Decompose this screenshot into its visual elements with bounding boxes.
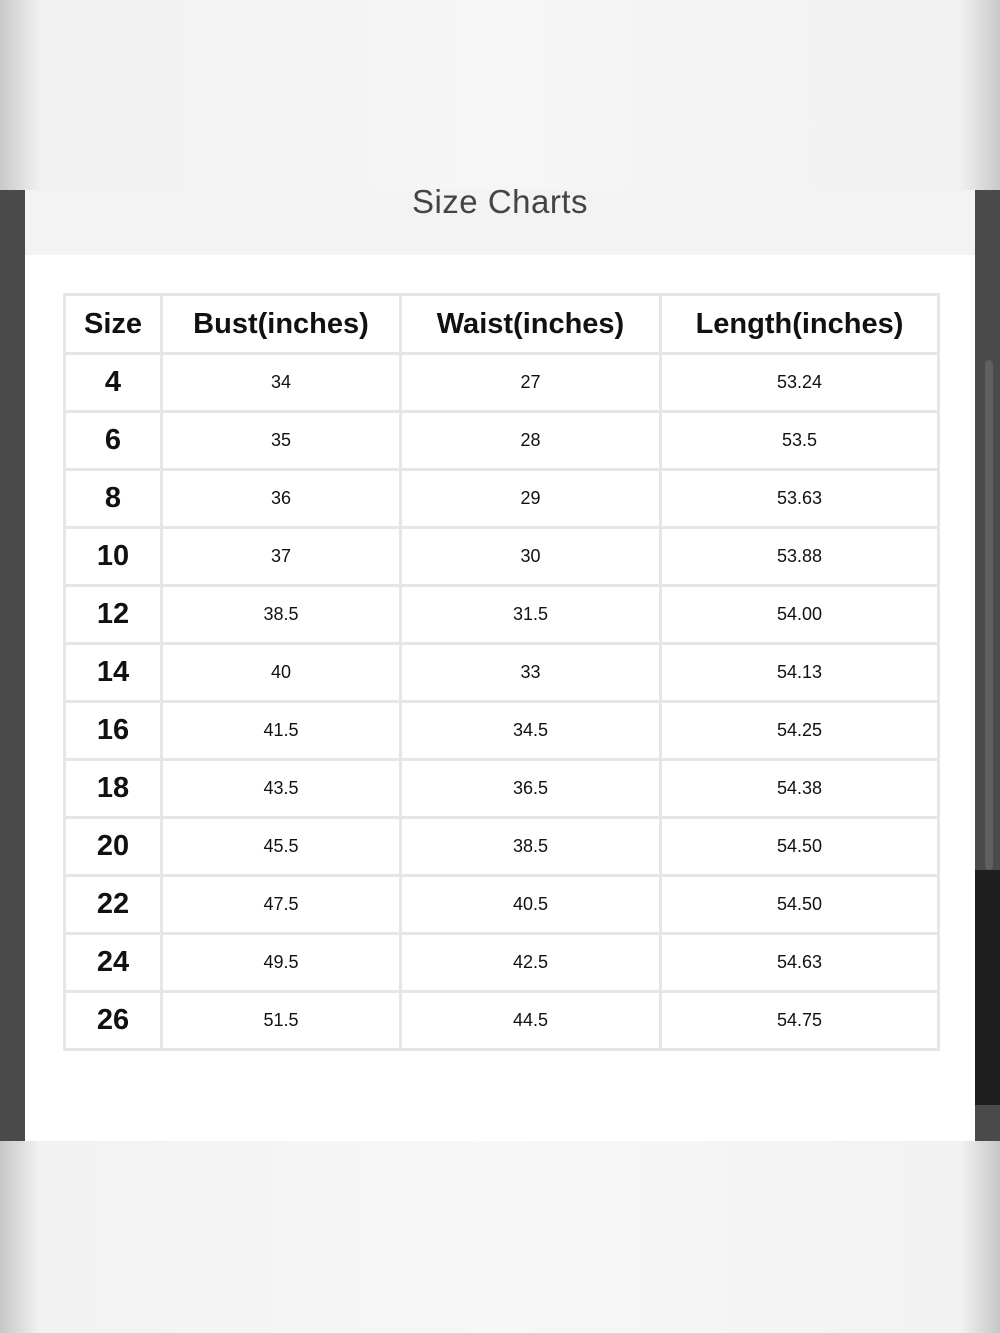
length-cell: 54.13 — [661, 644, 939, 702]
waist-cell: 30 — [401, 528, 661, 586]
waist-cell: 29 — [401, 470, 661, 528]
size-cell: 26 — [65, 992, 162, 1050]
length-cell: 54.25 — [661, 702, 939, 760]
bust-cell: 49.5 — [162, 934, 401, 992]
size-cell: 4 — [65, 354, 162, 412]
bust-cell: 36 — [162, 470, 401, 528]
size-chart-modal — [25, 183, 975, 1141]
bust-cell: 38.5 — [162, 586, 401, 644]
waist-cell: 44.5 — [401, 992, 661, 1050]
bust-cell: 47.5 — [162, 876, 401, 934]
bust-cell: 35 — [162, 412, 401, 470]
waist-cell: 42.5 — [401, 934, 661, 992]
table-row — [65, 992, 939, 1050]
waist-cell: 31.5 — [401, 586, 661, 644]
header-waist: Waist(inches) — [401, 295, 661, 354]
length-cell: 53.5 — [661, 412, 939, 470]
length-cell: 54.50 — [661, 818, 939, 876]
table-row — [65, 934, 939, 992]
length-cell: 54.38 — [661, 760, 939, 818]
size-cell: 16 — [65, 702, 162, 760]
bust-cell: 40 — [162, 644, 401, 702]
waist-cell: 38.5 — [401, 818, 661, 876]
scrollbar-thumb[interactable] — [985, 360, 993, 870]
scrollbar-track[interactable] — [975, 870, 1000, 1105]
length-cell: 53.63 — [661, 470, 939, 528]
size-cell: 8 — [65, 470, 162, 528]
bust-cell: 37 — [162, 528, 401, 586]
waist-cell: 27 — [401, 354, 661, 412]
page-background-bottom — [0, 1141, 1000, 1333]
modal-title: Size Charts — [411, 183, 589, 220]
size-cell: 10 — [65, 528, 162, 586]
waist-cell: 36.5 — [401, 760, 661, 818]
table-row — [65, 412, 939, 470]
table-row — [65, 354, 939, 412]
header-size: Size — [65, 295, 162, 354]
size-cell: 12 — [65, 586, 162, 644]
length-cell: 54.50 — [661, 876, 939, 934]
bust-cell: 41.5 — [162, 702, 401, 760]
size-chart-table — [63, 293, 940, 1051]
bust-cell: 51.5 — [162, 992, 401, 1050]
table-header-row — [65, 295, 939, 354]
table-row — [65, 818, 939, 876]
size-cell: 6 — [65, 412, 162, 470]
waist-cell: 28 — [401, 412, 661, 470]
size-cell: 22 — [65, 876, 162, 934]
table-row — [65, 876, 939, 934]
waist-cell: 34.5 — [401, 702, 661, 760]
modal-header — [25, 183, 975, 255]
table-row — [65, 760, 939, 818]
waist-cell: 33 — [401, 644, 661, 702]
header-bust: Bust(inches) — [162, 295, 401, 354]
size-cell: 18 — [65, 760, 162, 818]
table-row — [65, 644, 939, 702]
overlay-left — [0, 190, 25, 1141]
bust-cell: 45.5 — [162, 818, 401, 876]
size-cell: 14 — [65, 644, 162, 702]
table-row — [65, 470, 939, 528]
length-cell: 53.88 — [661, 528, 939, 586]
bust-cell: 43.5 — [162, 760, 401, 818]
bust-cell: 34 — [162, 354, 401, 412]
header-length: Length(inches) — [661, 295, 939, 354]
table-row — [65, 528, 939, 586]
waist-cell: 40.5 — [401, 876, 661, 934]
length-cell: 54.63 — [661, 934, 939, 992]
size-cell: 20 — [65, 818, 162, 876]
table-row — [65, 702, 939, 760]
page-background-top — [0, 0, 1000, 190]
length-cell: 53.24 — [661, 354, 939, 412]
table-row — [65, 586, 939, 644]
size-cell: 24 — [65, 934, 162, 992]
length-cell: 54.75 — [661, 992, 939, 1050]
length-cell: 54.00 — [661, 586, 939, 644]
